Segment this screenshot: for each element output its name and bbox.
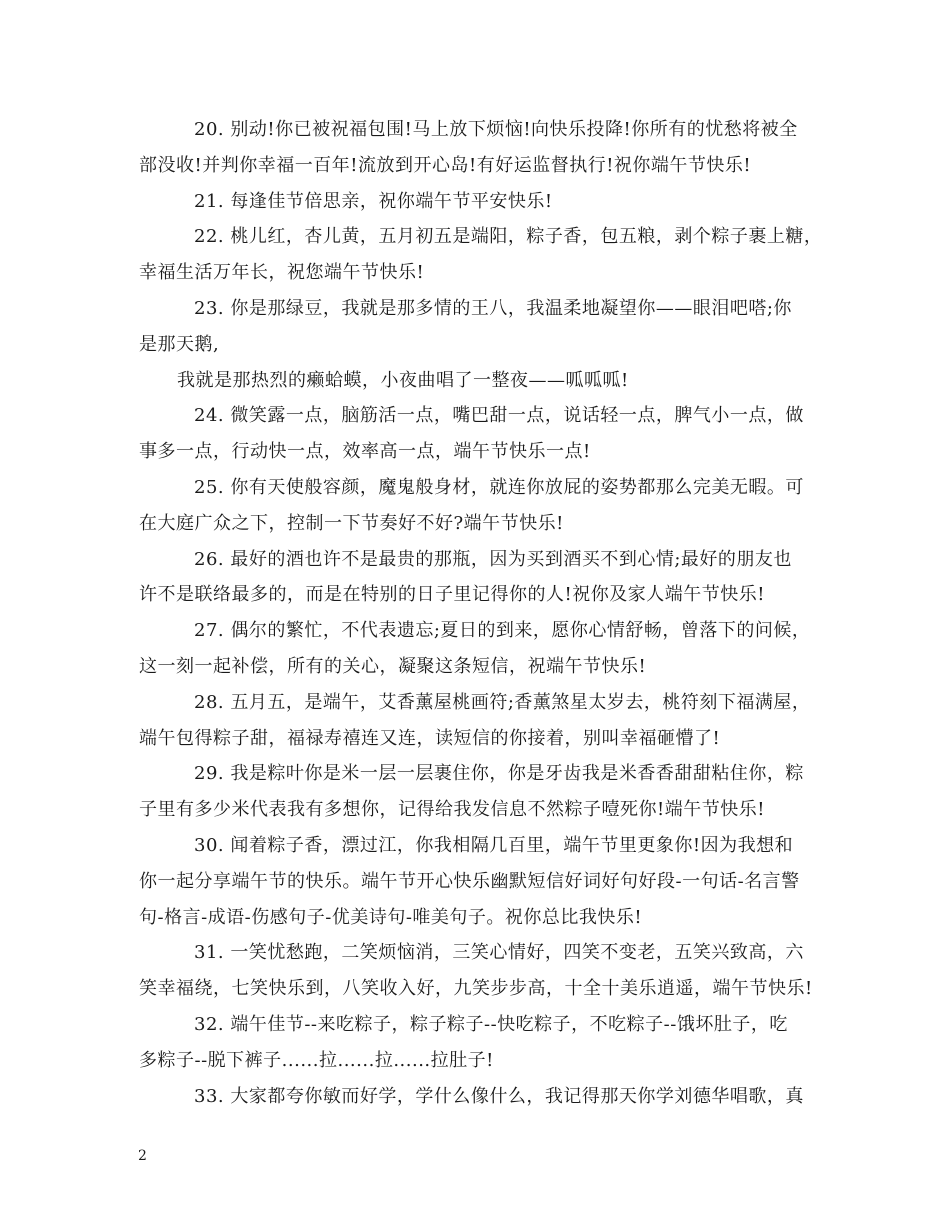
text-line: 32. 端午佳节--来吃粽子，粽子粽子--快吃粽子，不吃粽子--饿坏肚子，吃 [194,1014,788,1035]
page-number: 2 [138,1148,147,1164]
text-line: 20. 别动!你已被祝福包围!马上放下烦恼!向快乐投降!你所有的忧愁将被全 [194,119,798,140]
text-line: 21. 每逢佳节倍思亲，祝你端午节平安快乐! [194,191,553,212]
text-line: 23. 你是那绿豆，我就是那多情的王八，我温柔地凝望你——眼泪吧嗒;你 [194,298,792,319]
text-line: 句-格言-成语-伤感句子-优美诗句-唯美句子。祝你总比我快乐! [139,907,643,928]
text-line: 27. 偶尔的繁忙，不代表遗忘;夏日的到来，愿你心情舒畅，曾落下的问候， [194,620,811,641]
text-line: 笑幸福绕，七笑快乐到，八笑收入好，九笑步步高，十全十美乐逍遥，端午节快乐! [139,978,813,999]
text-line: 你一起分享端午节的快乐。端午节开心快乐幽默短信好词好句好段-一句话-名言警 [139,871,800,892]
text-line: 25. 你有天使般容颜，魔鬼般身材，就连你放屁的姿势都那么完美无暇。可 [194,477,804,498]
text-line: 幸福生活万年长，祝您端午节快乐! [139,262,425,283]
text-line: 30. 闻着粽子香，漂过江，你我相隔几百里，端午节里更象你!因为我想和 [194,835,794,856]
text-line: 是那天鹅, [139,334,220,355]
text-line: 在大庭广众之下，控制一下节奏好不好?端午节快乐! [139,513,564,534]
text-line: 33. 大家都夸你敏而好学，学什么像什么，我记得那天你学刘德华唱歌，真 [194,1086,804,1107]
text-line: 22. 桃儿红，杏儿黄，五月初五是端阳，粽子香，包五粮，剥个粽子裹上糖， [194,226,823,247]
text-line: 29. 我是粽叶你是米一层一层裹住你，你是牙齿我是米香香甜甜粘住你，粽 [194,763,804,784]
text-line: 事多一点，行动快一点，效率高一点，端午节快乐一点! [139,441,591,462]
text-line: 部没收!并判你幸福一百年!流放到开心岛!有好运监督执行!祝你端午节快乐! [139,155,752,176]
text-line: 26. 最好的酒也许不是最贵的那瓶，因为买到酒买不到心情;最好的朋友也 [194,549,792,570]
text-line: 许不是联络最多的，而是在特别的日子里记得你的人!祝你及家人端午节快乐! [139,584,765,605]
text-line: 子里有多少米代表我有多想你，记得给我发信息不然粽子噎死你!端午节快乐! [139,799,765,820]
text-line: 24. 微笑露一点，脑筋活一点，嘴巴甜一点，说话轻一点，脾气小一点，做 [194,405,804,426]
text-line: 我就是那热烈的癞蛤蟆，小夜曲唱了一整夜——呱呱呱! [177,370,629,391]
text-line: 28. 五月五，是端午，艾香薰屋桃画符;香薰煞星太岁去，桃符刻下福满屋， [194,692,811,713]
text-line: 端午包得粽子甜，福禄寿禧连又连，读短信的你接着，别叫幸福砸懵了! [139,728,721,749]
text-line: 这一刻一起补偿，所有的关心，凝聚这条短信，祝端午节快乐! [139,656,647,677]
text-line: 多粽子--脱下裤子......拉......拉......拉肚子! [139,1050,494,1071]
text-line: 31. 一笑忧愁跑，二笑烦恼消，三笑心情好，四笑不变老，五笑兴致高，六 [194,942,804,963]
